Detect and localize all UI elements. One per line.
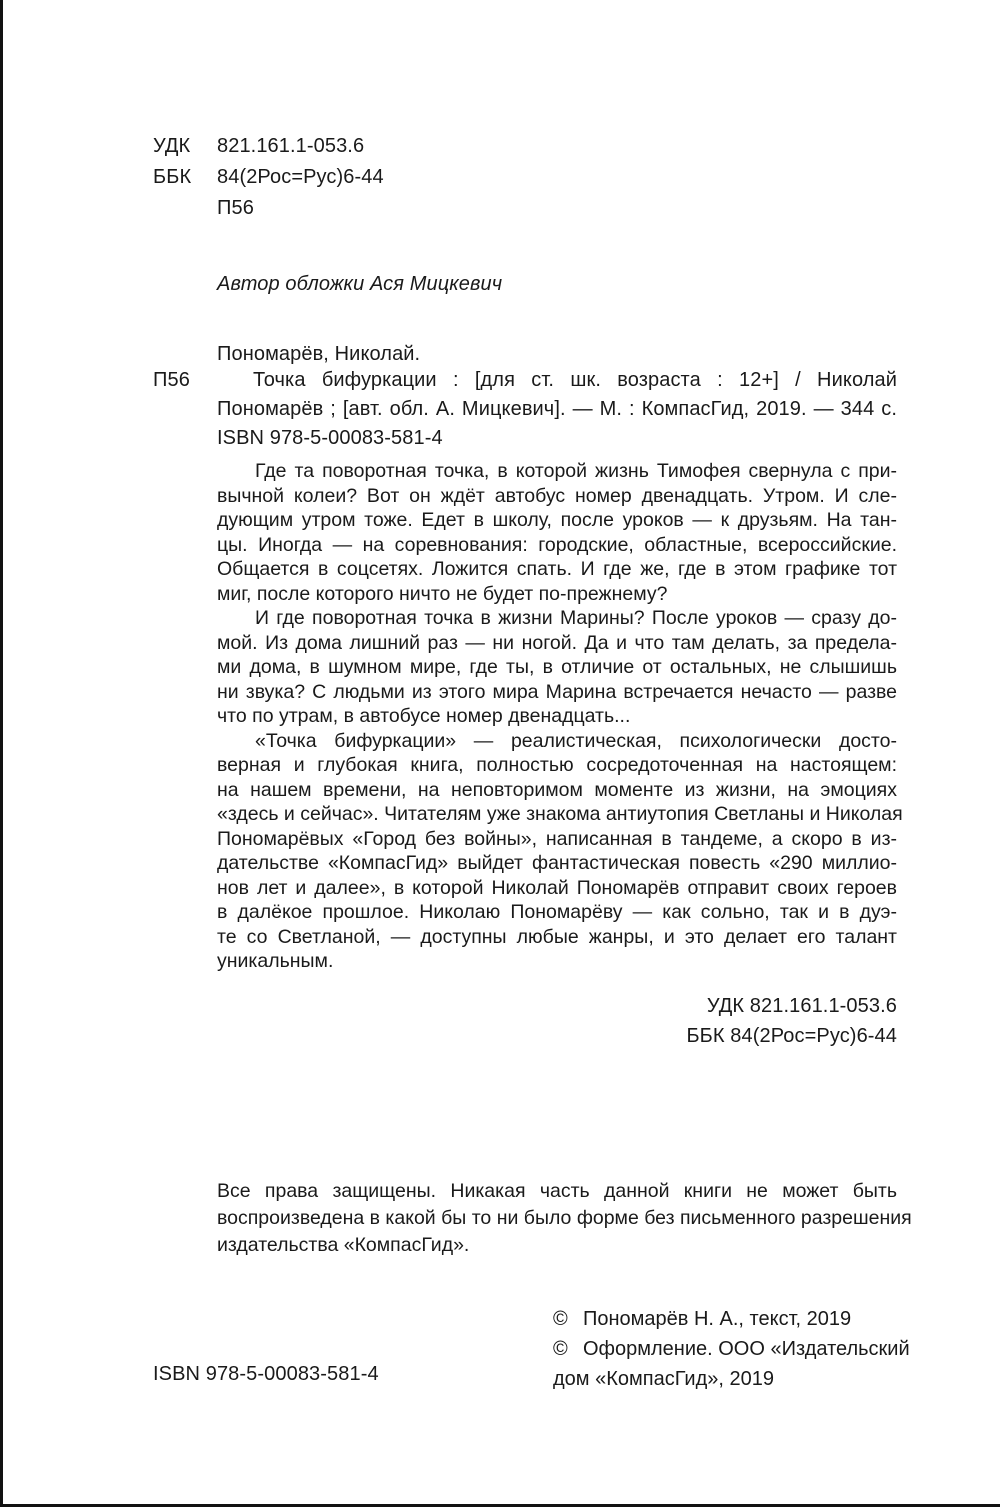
annotation-line: вычной колеи? Вот он ждёт автобус номер двенадцать. Утром. И сле- bbox=[217, 484, 897, 507]
annotation-line: цы. Иногда — на соревнования: городские, областные, всероссийские. bbox=[217, 533, 897, 556]
annotation-line: Где та поворотная точка, в которой жизнь Тимофея свернула с при- bbox=[255, 460, 897, 482]
copyright-block bbox=[553, 1304, 910, 1394]
copyright-line-3: дом «КомпасГид», 2019 bbox=[553, 1368, 774, 1390]
footer-udk-code: УДК 821.161.1-053.6 bbox=[706, 995, 897, 1017]
bib-isbn-line: ISBN 978-5-00083-581-4 bbox=[217, 427, 443, 449]
cover-author-credit: Автор обложки Ася Мицкевич bbox=[217, 273, 503, 295]
annotation-line: Пономарёвых «Город без войны», написанная в тандеме, а скоро в из- bbox=[217, 827, 897, 850]
annotation-line: «здесь и сейчас». Читателям уже знакома антиутопия Светланы и Николая bbox=[217, 803, 903, 825]
annotation-line: дующим утром тоже. Едет в школу, после уроков — к друзьям. На тан- bbox=[217, 509, 897, 531]
annotation-line: И где поворотная точка в жизни Марины? После уроков — сразу до- bbox=[255, 607, 897, 629]
bbk-value: 84(2Рос=Рус)6-44 bbox=[217, 166, 384, 188]
rights-line: издательства «КомпасГид». bbox=[217, 1234, 470, 1256]
bib-publication-line: Пономарёв ; [авт. обл. А. Мицкевич]. — М. : КомпасГид, 2019. — 344 с. bbox=[217, 398, 897, 420]
page-border-left bbox=[0, 0, 3, 1507]
udk-label: УДК bbox=[153, 135, 191, 157]
annotation-line: верная и глубокая книга, полностью сосредоточенная на настоящем: bbox=[217, 754, 897, 776]
copyright-icon: © bbox=[553, 1308, 568, 1330]
isbn: ISBN 978-5-00083-581-4 bbox=[153, 1363, 379, 1385]
copyright-line-1: Пономарёв Н. А., текст, 2019 bbox=[583, 1308, 852, 1330]
udk-value: 821.161.1-053.6 bbox=[217, 135, 365, 157]
copyright-design bbox=[553, 1334, 910, 1364]
annotation-line: те со Светланой, — доступны любые жанры, и это делает его талант bbox=[217, 925, 897, 948]
annotation-line: в далёкое прошлое. Николаю Пономарёву — как сольно, так и в дуэ- bbox=[217, 901, 897, 923]
footer-bbk-code: ББК 84(2Рос=Рус)6-44 bbox=[686, 1025, 897, 1047]
copyright-line-2: Оформление. ООО «Издательский bbox=[583, 1338, 910, 1360]
annotation-line: уникальным. bbox=[217, 950, 334, 972]
annotation-line: Общается в соцсетях. Ложится спать. И где же, где в этом графике тот bbox=[217, 558, 897, 580]
copyright-icon: © bbox=[553, 1338, 568, 1360]
annotation-line: нов лет и далее», в которой Николай Пономарёв отправит своих героев bbox=[217, 876, 897, 899]
annotation-line: что по утрам, в автобусе номер двенадцать... bbox=[217, 705, 631, 727]
annotation-line: на нашем времени, на неповторимом моменте из жизни, на эмоциях bbox=[217, 778, 897, 801]
annotation-line: дательстве «КомпасГид» выйдет фантастическая повесть «290 миллио- bbox=[217, 852, 897, 874]
annotation-line: ни звука? С людьми из этого мира Марина встречается нечасто — разве bbox=[217, 680, 897, 703]
rights-line: воспроизведена в какой бы то ни было форме без письменного разрешения bbox=[217, 1207, 912, 1229]
rights-notice bbox=[217, 1178, 912, 1259]
annotation-line: миг, после которого ничто не будет по-прежнему? bbox=[217, 582, 668, 605]
annotation-line: ми дома, в шумном мире, где ты, в отличие от остальных, не слышишь bbox=[217, 656, 897, 678]
copyright-text-author bbox=[553, 1304, 910, 1334]
annotation-line: мой. Из дома лишний раз — ни ногой. Да и что там делать, за предела- bbox=[217, 631, 897, 654]
bbk-label: ББК bbox=[153, 166, 192, 188]
annotation bbox=[217, 459, 903, 974]
bib-author-code: П56 bbox=[153, 369, 190, 391]
rights-line: Все права защищены. Никакая часть данной книги не может быть bbox=[217, 1180, 897, 1202]
bib-author-heading: Пономарёв, Николай. bbox=[217, 343, 421, 365]
annotation-line: «Точка бифуркации» — реалистическая, психологически досто- bbox=[255, 729, 897, 752]
bib-title-line: Точка бифуркации : [для ст. шк. возраста : 12+] / Николай bbox=[253, 369, 897, 391]
author-mark: П56 bbox=[217, 197, 254, 219]
